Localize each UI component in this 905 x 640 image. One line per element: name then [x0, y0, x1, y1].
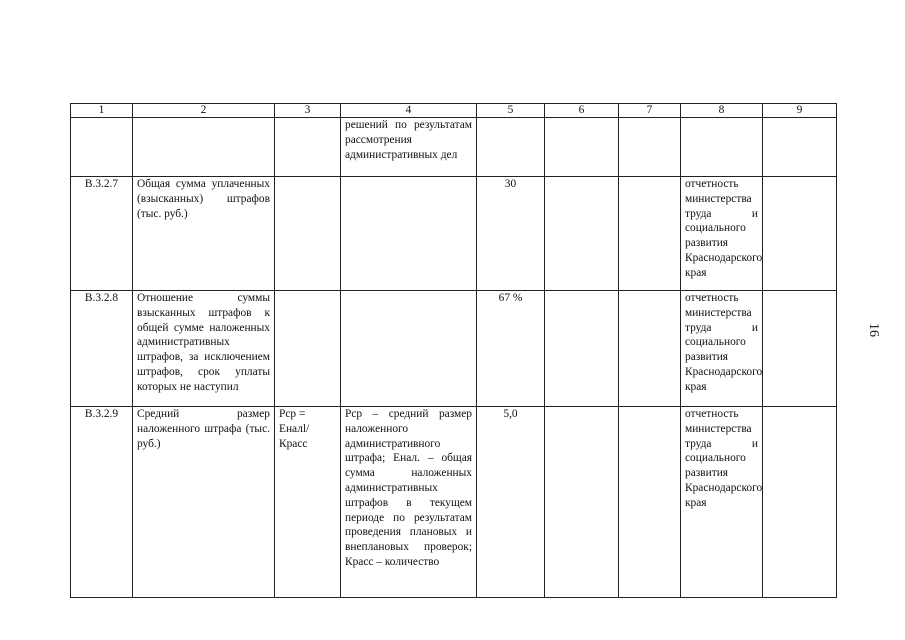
formula-description-cell: Рср – средний размер наложенного административного штрафа; Енал. – общая сумма наложенных административных штрафов в текущем периоде по результатам проведения плановых и внеплановых проверок; Красс – количество	[341, 407, 477, 598]
column-header: 7	[619, 104, 681, 118]
column-header: 1	[71, 104, 133, 118]
column-header: 4	[341, 104, 477, 118]
indicator-code-cell: В.3.2.7	[71, 177, 133, 291]
empty-cell	[619, 177, 681, 291]
column-header: 5	[477, 104, 545, 118]
indicator-code-cell: В.3.2.8	[71, 291, 133, 407]
empty-cell	[763, 177, 837, 291]
target-value-cell: 30	[477, 177, 545, 291]
column-header: 8	[681, 104, 763, 118]
empty-cell	[763, 291, 837, 407]
indicator-name-cell: Средний размер наложенного штрафа (тыс. руб.)	[133, 407, 275, 598]
indicator-name-cell: Отношение суммы взысканных штрафов к общей сумме наложенных административных штрафов, за исключением штрафов, срок уплаты которых не наступил	[133, 291, 275, 407]
formula-description-cell	[341, 291, 477, 407]
empty-cell	[619, 118, 681, 177]
table-row	[71, 407, 837, 598]
formula-cell	[275, 291, 341, 407]
column-header: 9	[763, 104, 837, 118]
target-value-cell	[477, 118, 545, 177]
empty-cell	[545, 177, 619, 291]
data-source-cell: отчетность министерства труда и социального развития Краснодарского края	[681, 177, 763, 291]
data-source-cell	[681, 118, 763, 177]
table-row	[71, 291, 837, 407]
formula-cell: Рср = Еналl/ Красс	[275, 407, 341, 598]
indicator-code-cell	[71, 118, 133, 177]
formula-description-cell	[341, 177, 477, 291]
formula-description-cell: решений по результатам рассмотрения административных дел	[341, 118, 477, 177]
column-header: 2	[133, 104, 275, 118]
target-value-cell: 67 %	[477, 291, 545, 407]
column-header: 3	[275, 104, 341, 118]
page-number: 16	[866, 323, 881, 337]
indicator-name-cell: Общая сумма уплаченных (взысканных) штрафов (тыс. руб.)	[133, 177, 275, 291]
empty-cell	[545, 118, 619, 177]
indicator-code-cell: В.3.2.9	[71, 407, 133, 598]
indicator-name-cell	[133, 118, 275, 177]
table-row	[71, 177, 837, 291]
table-row	[71, 118, 837, 177]
indicators-table	[70, 103, 837, 598]
empty-cell	[545, 291, 619, 407]
empty-cell	[619, 291, 681, 407]
column-header: 6	[545, 104, 619, 118]
formula-cell	[275, 177, 341, 291]
table-header-row	[71, 104, 837, 118]
target-value-cell: 5,0	[477, 407, 545, 598]
data-source-cell: отчетность министерства труда и социального развития Краснодарского края	[681, 291, 763, 407]
empty-cell	[763, 407, 837, 598]
empty-cell	[545, 407, 619, 598]
empty-cell	[619, 407, 681, 598]
empty-cell	[763, 118, 837, 177]
data-source-cell: отчетность министерства труда и социального развития Краснодарского края	[681, 407, 763, 598]
formula-cell	[275, 118, 341, 177]
